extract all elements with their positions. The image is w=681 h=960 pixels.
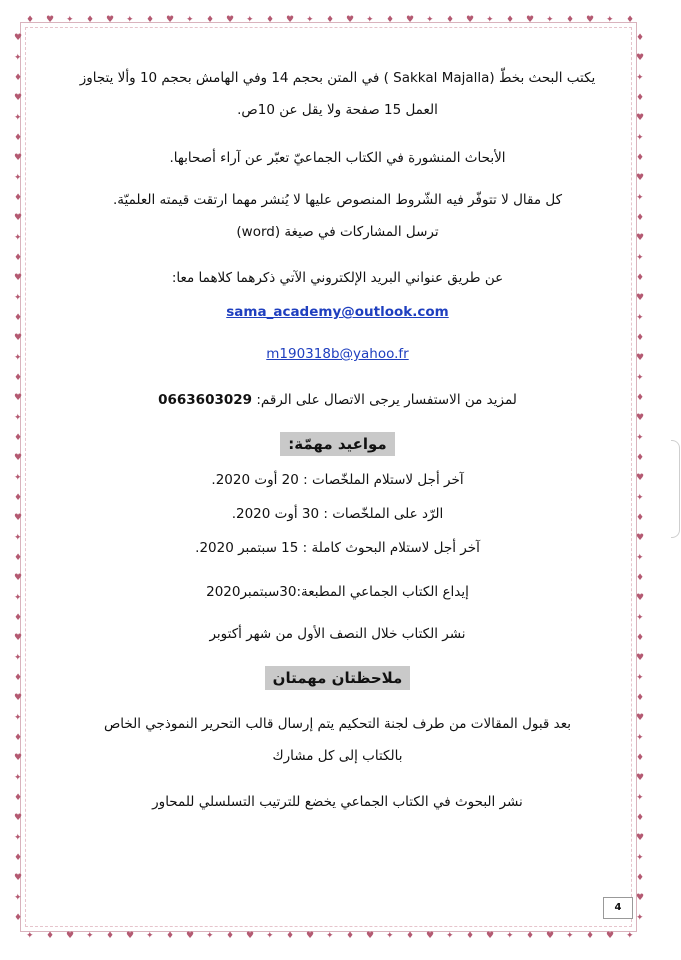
dates-heading: مواعيد مهمّة:: [280, 432, 394, 456]
border-ornament: ✦: [14, 173, 22, 183]
border-ornament: ✦: [86, 931, 94, 941]
border-ornament: ♥: [636, 293, 645, 303]
border-ornament: ♥: [346, 15, 355, 25]
border-ornament: ♦: [636, 153, 645, 163]
border-ornament: ♥: [486, 931, 495, 941]
notes-heading: ملاحظتان مهمتان: [265, 666, 411, 690]
border-ornament: ✦: [366, 15, 374, 25]
border-ornament: ♥: [426, 931, 435, 941]
border-ornament: ✦: [266, 931, 274, 941]
border-ornament: ✦: [636, 193, 644, 203]
border-ornament: ✦: [636, 433, 644, 443]
border-ornament: ✦: [14, 113, 22, 123]
border-ornament: ♥: [14, 813, 23, 823]
border-ornament: ✦: [486, 15, 494, 25]
contact-line: [60, 390, 615, 410]
border-ornament: ♦: [14, 313, 23, 323]
border-ornament: ♥: [14, 753, 23, 763]
border-ornament: ♥: [286, 15, 295, 25]
border-ornament: ♦: [146, 15, 155, 25]
border-ornament: ♥: [636, 233, 645, 243]
border-ornament: ♥: [636, 533, 645, 543]
border-ornament: ♥: [14, 873, 23, 883]
border-ornament: ✦: [14, 533, 22, 543]
border-ornament: ♦: [14, 793, 23, 803]
date-publishing: نشر الكتاب خلال النصف الأول من شهر أكتوبر: [209, 626, 466, 642]
border-ornament: ✦: [14, 353, 22, 363]
border-ornament: ✦: [636, 133, 644, 143]
border-ornament: ♥: [466, 15, 475, 25]
border-ornament: ♦: [46, 931, 55, 941]
border-ornament: ♦: [636, 873, 645, 883]
border-ornament: ♥: [546, 931, 555, 941]
border-ornament: ✦: [636, 793, 644, 803]
border-ornament: ✦: [566, 931, 574, 941]
border-ornament: ✦: [636, 853, 644, 863]
border-ornament: ♦: [636, 273, 645, 283]
border-ornament: ♦: [506, 15, 515, 25]
border-ornament: ♦: [586, 931, 595, 941]
date-abstracts: آخر أجل لاستلام الملخّصات : 20 أوت 2020.: [211, 472, 464, 488]
border-ornament: ✦: [636, 73, 644, 83]
border-ornament: ♥: [636, 893, 645, 903]
border-ornament: ♦: [566, 15, 575, 25]
border-ornament: ♦: [14, 673, 23, 683]
border-ornament: ♦: [636, 513, 645, 523]
border-ornament: ♦: [386, 15, 395, 25]
border-ornament: ♦: [636, 93, 645, 103]
border-ornament: ♥: [14, 273, 23, 283]
rule-format: ترسل المشاركات في صيغة (word): [236, 224, 439, 240]
border-ornament: ♦: [636, 633, 645, 643]
border-ornament: ♦: [466, 931, 475, 941]
border-ornament: ♦: [406, 931, 415, 941]
border-ornament: ♥: [636, 473, 645, 483]
border-ornament: ✦: [636, 673, 644, 683]
border-ornament: ✦: [306, 15, 314, 25]
border-ornament: ♥: [606, 931, 615, 941]
border-ornament: ✦: [146, 931, 154, 941]
border-ornament: ♥: [14, 333, 23, 343]
border-ornament: ♥: [636, 713, 645, 723]
border-ornament: ♦: [266, 15, 275, 25]
border-ornament: ♥: [166, 15, 175, 25]
border-ornament: ♦: [14, 853, 23, 863]
border-ornament: ♦: [14, 553, 23, 563]
border-ornament: ✦: [636, 613, 644, 623]
border-ornament: ✦: [14, 653, 22, 663]
border-ornament: ♦: [14, 913, 23, 923]
border-ornament: ♦: [326, 15, 335, 25]
border-ornament: ♥: [14, 93, 23, 103]
email-yahoo-link[interactable]: m190318b@yahoo.fr: [266, 346, 409, 362]
border-ornament: ✦: [14, 233, 22, 243]
border-ornament: ♥: [14, 153, 23, 163]
border-ornament: ♦: [14, 133, 23, 143]
border-ornament: ♥: [14, 633, 23, 643]
border-ornament: ♥: [226, 15, 235, 25]
border-ornament: ♦: [636, 213, 645, 223]
border-ornament: ♦: [636, 333, 645, 343]
border-ornament: ♥: [14, 33, 23, 43]
date-papers: آخر أجل لاستلام البحوث كاملة : 15 سبتمبر 2020.: [195, 540, 480, 556]
border-ornament: ♦: [636, 453, 645, 463]
border-ornament: ✦: [636, 313, 644, 323]
border-ornament: ✦: [14, 833, 22, 843]
border-ornament: ✦: [14, 53, 22, 63]
date-reply: الرّد على الملخّصات : 30 أوت 2020.: [231, 506, 444, 522]
border-ornament: ♥: [186, 931, 195, 941]
border-ornament: ♥: [14, 693, 23, 703]
border-ornament: ✦: [546, 15, 554, 25]
border-ornament: ✦: [506, 931, 514, 941]
email-outlook-link[interactable]: sama_academy@outlook.com: [226, 304, 449, 320]
border-ornament: ♦: [636, 33, 645, 43]
border-ornament: ♦: [14, 493, 23, 503]
page-number: 4: [603, 897, 633, 919]
border-ornament: ✦: [14, 773, 22, 783]
border-ornament: ♦: [206, 15, 215, 25]
contact-text: لمزيد من الاستفسار يرجى الاتصال على الرقم:: [256, 392, 517, 408]
border-ornament: ✦: [446, 931, 454, 941]
border-ornament: ♥: [14, 513, 23, 523]
border-ornament: ✦: [636, 373, 644, 383]
border-ornament: ✦: [636, 733, 644, 743]
border-ornament: ♦: [14, 613, 23, 623]
border-ornament: ✦: [14, 293, 22, 303]
border-ornament: ♦: [26, 15, 35, 25]
border-ornament: ♥: [526, 15, 535, 25]
border-ornament: ♦: [636, 813, 645, 823]
phone-number: 0663603029: [158, 392, 253, 408]
border-ornament: ♦: [636, 693, 645, 703]
scrollbar[interactable]: [671, 440, 680, 538]
border-ornament: ♥: [246, 931, 255, 941]
border-ornament: ♦: [626, 15, 635, 25]
border-ornament: ♥: [14, 213, 23, 223]
border-ornament: ✦: [14, 713, 22, 723]
border-ornament: ✦: [14, 413, 22, 423]
border-ornament: ✦: [14, 593, 22, 603]
rule-opinions: الأبحاث المنشورة في الكتاب الجماعيّ تعبّر عن آراء أصحابها.: [169, 150, 506, 166]
border-ornament: ♥: [636, 833, 645, 843]
border-ornament: ♦: [286, 931, 295, 941]
border-ornament: ✦: [126, 15, 134, 25]
border-ornament: ♥: [406, 15, 415, 25]
border-ornament: ✦: [206, 931, 214, 941]
border-ornament: ♥: [636, 53, 645, 63]
border-ornament: ♦: [14, 73, 23, 83]
border-ornament: ♥: [14, 393, 23, 403]
border-ornament: ♥: [14, 453, 23, 463]
border-ornament: ♦: [166, 931, 175, 941]
border-ornament: ✦: [606, 15, 614, 25]
border-ornament: ♦: [346, 931, 355, 941]
border-ornament: ♥: [636, 113, 645, 123]
border-ornament: ✦: [636, 553, 644, 563]
border-ornament: ✦: [326, 931, 334, 941]
border-ornament: ✦: [66, 15, 74, 25]
border-ornament: ♥: [586, 15, 595, 25]
border-ornament: ♦: [226, 931, 235, 941]
rule-font: يكتب البحث بخطّ (Sakkal Majalla ) في المتن بحجم 14 وفي الهامش بحجم 10 وألا يتجاوز: [79, 70, 596, 86]
rule-length: العمل 15 صفحة ولا يقل عن 10ص.: [237, 102, 438, 118]
border-ornament: ♦: [14, 253, 23, 263]
border-ornament: ✦: [626, 931, 634, 941]
border-ornament: ♦: [446, 15, 455, 25]
border-ornament: ✦: [386, 931, 394, 941]
border-ornament: ♥: [636, 653, 645, 663]
border-ornament: ♦: [14, 193, 23, 203]
border-ornament: ♦: [526, 931, 535, 941]
border-ornament: ♥: [366, 931, 375, 941]
border-ornament: ♥: [46, 15, 55, 25]
border-ornament: ♥: [636, 173, 645, 183]
border-ornament: ♥: [106, 15, 115, 25]
border-ornament: ♦: [14, 373, 23, 383]
border-ornament: ♥: [126, 931, 135, 941]
date-printing: إيداع الكتاب الجماعي المطبعة:30سبتمبر2020: [206, 584, 469, 600]
border-ornament: ♦: [106, 931, 115, 941]
border-ornament: ✦: [186, 15, 194, 25]
border-ornament: ♥: [306, 931, 315, 941]
border-ornament: ✦: [14, 893, 22, 903]
border-ornament: ✦: [426, 15, 434, 25]
border-ornament: ♥: [636, 353, 645, 363]
border-ornament: ♥: [66, 931, 75, 941]
border-ornament: ✦: [636, 913, 644, 923]
border-ornament: ♦: [636, 573, 645, 583]
note-1-part-a: بعد قبول المقالات من طرف لجنة التحكيم يتم إرسال قالب التحرير النموذجي الخاص: [103, 716, 572, 732]
border-ornament: ♥: [636, 593, 645, 603]
border-ornament: ♦: [14, 733, 23, 743]
border-ornament: ♥: [636, 773, 645, 783]
border-ornament: ✦: [26, 931, 34, 941]
note-1-part-b: بالكتاب إلى كل مشارك: [272, 748, 403, 764]
border-ornament: ♦: [86, 15, 95, 25]
border-ornament: ✦: [636, 253, 644, 263]
border-ornament: ✦: [246, 15, 254, 25]
border-ornament: ♦: [14, 433, 23, 443]
rule-emails: عن طريق عنواني البريد الإلكتروني الآتي ذكرهما كلاهما معا:: [171, 270, 504, 286]
border-ornament: ♥: [636, 413, 645, 423]
border-ornament: ♦: [636, 753, 645, 763]
rule-conditions: كل مقال لا تتوفّر فيه الشّروط المنصوص عليها لا يُنشر مهما ارتقت قيمته العلميّة.: [112, 192, 563, 208]
border-ornament: ✦: [636, 493, 644, 503]
border-ornament: ♥: [14, 573, 23, 583]
border-ornament: ♦: [636, 393, 645, 403]
border-ornament: ✦: [14, 473, 22, 483]
note-2: نشر البحوث في الكتاب الجماعي يخضع للترتيب التسلسلي للمحاور: [152, 794, 523, 810]
